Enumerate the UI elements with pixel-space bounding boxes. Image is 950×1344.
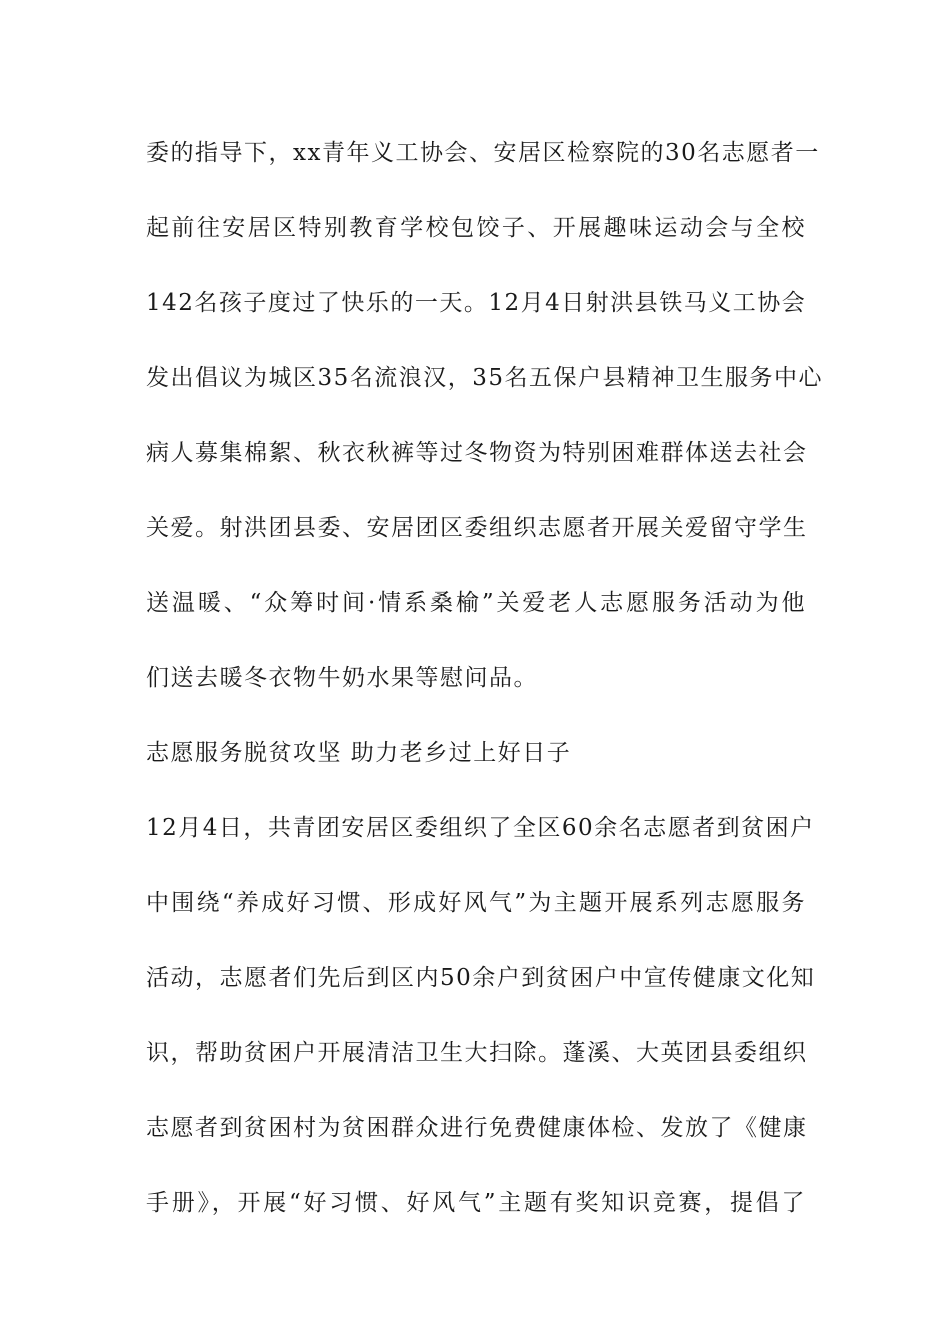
paragraph-line: 委的指导下，xx青年义工协会、安居区检察院的30名志愿者一 [146,140,820,166]
paragraph-line: 病人募集棉絮、秋衣秋裤等过冬物资为特别困难群体送去社会 [146,440,808,466]
paragraph-line: 12月4日，共青团安居区委组织了全区60余名志愿者到贫困户 [146,815,815,841]
paragraph-line: 志愿者到贫困村为贫困群众进行免费健康体检、发放了《健康 [146,1115,808,1141]
paragraph-line: 手册》，开展“好习惯、好风气”主题有奖知识竞赛，提倡了 [146,1190,806,1216]
paragraph-line: 起前往安居区特别教育学校包饺子、开展趣味运动会与全校 [146,215,806,241]
paragraph-line: 中围绕“养成好习惯、形成好风气”为主题开展系列志愿服务 [146,890,806,916]
paragraph-line: 识，帮助贫困户开展清洁卫生大扫除。蓬溪、大英团县委组织 [146,1040,808,1066]
paragraph-line: 发出倡议为城区35名流浪汉，35名五保户县精神卫生服务中心 [146,365,824,391]
paragraph-line: 们送去暖冬衣物牛奶水果等慰问品。 [146,665,538,691]
section-heading: 志愿服务脱贫攻坚 助力老乡过上好日子 [146,740,572,766]
paragraph-line: 142名孩子度过了快乐的一天。12月4日射洪县铁马义工协会 [146,290,807,316]
paragraph-line: 活动，志愿者们先后到区内50余户到贫困户中宣传健康文化知 [146,965,816,991]
paragraph-line: 送温暖、“众筹时间·情系桑榆”关爱老人志愿服务活动为他 [146,590,806,616]
paragraph-line: 关爱。射洪团县委、安居团区委组织志愿者开展关爱留守学生 [146,515,808,541]
